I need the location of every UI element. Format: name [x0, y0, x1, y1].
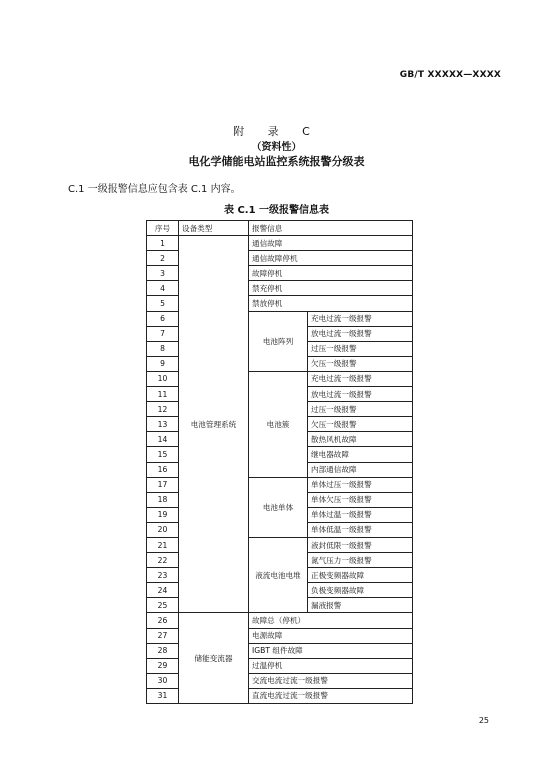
row-no: 28	[147, 643, 179, 658]
alarm-info: 充电过流一级报警	[308, 371, 413, 386]
table-row	[147, 236, 413, 251]
row-no: 23	[147, 568, 179, 583]
subcategory-cell: 电池单体	[249, 477, 308, 537]
alarm-info: 故障总（停机）	[249, 613, 413, 628]
page-number: 25	[478, 716, 489, 725]
subcategory-array: 电池阵列	[249, 311, 308, 371]
alarm-info: 禁放停机	[249, 296, 413, 311]
header-no: 序号	[147, 221, 179, 236]
alarm-info: 过温停机	[249, 658, 413, 673]
row-no: 13	[147, 417, 179, 432]
appendix-name: 电化学储能电站监控系统报警分级表	[188, 155, 365, 168]
row-no: 31	[147, 688, 179, 703]
category-bms: 电池管理系统	[179, 236, 249, 613]
alarm-info: 散热风机故障	[308, 432, 413, 447]
row-no: 20	[147, 522, 179, 537]
row-no: 19	[147, 507, 179, 522]
row-no: 18	[147, 492, 179, 507]
alarm-info: 单体过温一级报警	[308, 507, 413, 522]
alarm-info: 继电器故障	[308, 447, 413, 462]
header-alarm-info: 报警信息	[249, 221, 413, 236]
alarm-info: 单体欠压一级报警	[308, 492, 413, 507]
row-no: 2	[147, 251, 179, 266]
row-no: 21	[147, 537, 179, 552]
alarm-info: 交流电流过流一级报警	[249, 673, 413, 688]
standard-number: GB/T XXXXX—XXXX	[399, 70, 501, 80]
row-no: 29	[147, 658, 179, 673]
row-no: 24	[147, 583, 179, 598]
row-no: 8	[147, 341, 179, 356]
row-no: 25	[147, 598, 179, 613]
alarm-info: 禁充停机	[249, 281, 413, 296]
subcategory-cluster: 电池簇	[249, 371, 308, 477]
row-no: 5	[147, 296, 179, 311]
alarm-info: 单体低温一级报警	[308, 522, 413, 537]
alarm-info: 通信故障停机	[249, 251, 413, 266]
row-no: 10	[147, 371, 179, 386]
table-header-row	[147, 221, 413, 236]
alarm-info: 直流电流过流一级报警	[249, 688, 413, 703]
row-no: 1	[147, 236, 179, 251]
row-no: 30	[147, 673, 179, 688]
alarm-info: 正极变频器故障	[308, 568, 413, 583]
row-no: 27	[147, 628, 179, 643]
appendix-title: 附 录 C	[233, 125, 320, 138]
row-no: 9	[147, 356, 179, 371]
alarm-table	[146, 220, 413, 704]
row-no: 6	[147, 311, 179, 326]
row-no: 7	[147, 326, 179, 341]
alarm-info: 放电过流一级报警	[308, 326, 413, 341]
row-no: 22	[147, 553, 179, 568]
row-no: 15	[147, 447, 179, 462]
alarm-info: 欠压一级报警	[308, 417, 413, 432]
alarm-info: IGBT 组件故障	[249, 643, 413, 658]
alarm-info: 放电过流一级报警	[308, 387, 413, 402]
row-no: 16	[147, 462, 179, 477]
row-no: 4	[147, 281, 179, 296]
alarm-info: 内部通信故障	[308, 462, 413, 477]
alarm-info: 欠压一级报警	[308, 356, 413, 371]
alarm-info: 液封低限一级报警	[308, 537, 413, 552]
subcategory-flow-stack: 液流电池电堆	[249, 537, 308, 612]
alarm-info: 故障停机	[249, 266, 413, 281]
alarm-info: 单体过压一级报警	[308, 477, 413, 492]
alarm-info: 过压一级报警	[308, 402, 413, 417]
category-pcs: 储能变流器	[179, 613, 249, 704]
row-no: 14	[147, 432, 179, 447]
row-no: 11	[147, 387, 179, 402]
alarm-info: 充电过流一级报警	[308, 311, 413, 326]
appendix-nature: （资料性）	[251, 142, 302, 153]
row-no: 26	[147, 613, 179, 628]
alarm-info: 氮气压力一级报警	[308, 553, 413, 568]
alarm-info: 电源故障	[249, 628, 413, 643]
header-device-type: 设备类型	[179, 221, 249, 236]
alarm-info: 通信故障	[249, 236, 413, 251]
alarm-info: 负极变频器故障	[308, 583, 413, 598]
table-title: 表 C.1 一级报警信息表	[223, 205, 330, 216]
table-row	[147, 613, 413, 628]
row-no: 17	[147, 477, 179, 492]
clause-c1: C.1 一级报警信息应包含表 C.1 内容。	[68, 184, 241, 195]
alarm-info: 过压一级报警	[308, 341, 413, 356]
row-no: 3	[147, 266, 179, 281]
alarm-info: 漏液报警	[308, 598, 413, 613]
row-no: 12	[147, 402, 179, 417]
